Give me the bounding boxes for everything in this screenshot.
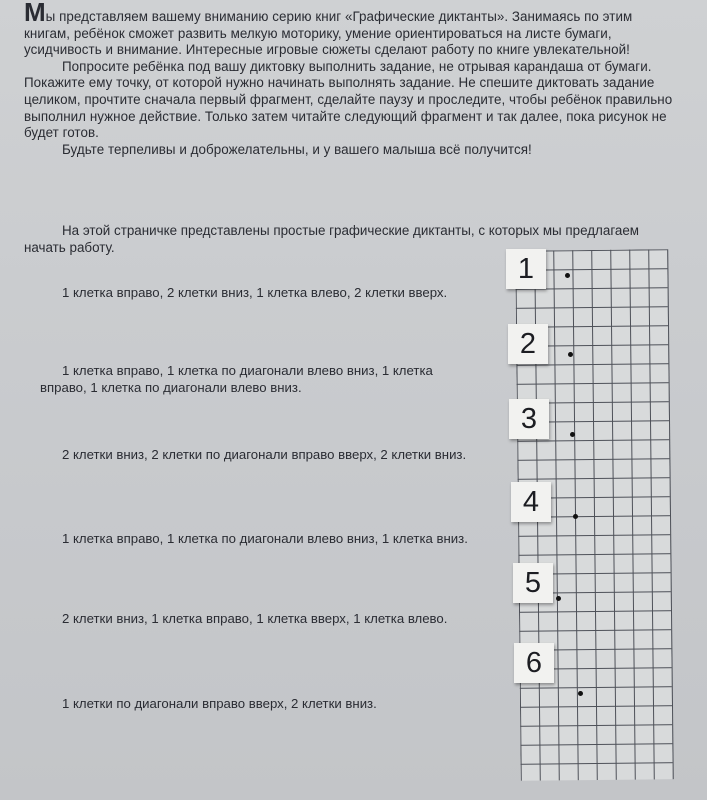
start-point-2 xyxy=(568,352,573,357)
drop-cap: М xyxy=(24,0,46,27)
intro-text xyxy=(24,0,674,158)
task-number-2: 2 xyxy=(508,324,548,364)
task-number-4: 4 xyxy=(511,482,551,522)
start-point-5 xyxy=(556,596,561,601)
task-6-text: 1 клетки по диагонали вправо вверх, 2 клетки вниз. xyxy=(62,696,377,711)
task-2-text: 1 клетка вправо, 1 клетка по диагонали влево вниз, 1 клетка вправо, 1 клетка по диагонали влево вниз. xyxy=(40,363,433,395)
task-4-text: 1 клетка вправо, 1 клетка по диагонали влево вниз, 1 клетка вниз. xyxy=(62,531,468,546)
lead-text: На этой страничке представлены простые графические диктанты, с которых мы предлагаем начать работу. xyxy=(24,223,640,255)
task-3-text: 2 клетки вниз, 2 клетки по диагонали вправо вверх, 2 клетки вниз. xyxy=(62,447,467,462)
start-point-3 xyxy=(570,432,575,437)
task-number-5: 5 xyxy=(513,563,553,603)
intro-paragraph-3: Будьте терпеливы и доброжелательны, и у вашего малыша всё получится! xyxy=(62,141,532,157)
start-point-4 xyxy=(573,514,578,519)
task-number-6: 6 xyxy=(514,643,554,683)
task-number-1: 1 xyxy=(506,249,546,289)
task-number-3: 3 xyxy=(509,399,549,439)
intro-paragraph-1: Мы представляем вашему вниманию серию книг «Графические диктанты». Занимаясь по этим книгам, ребёнок сможет развить мелкую моторику, умение ориентироваться на листе бумаги, усидчивость и внимание. Интересные игровые сюжеты сделают работу по книге увлекательной! xyxy=(24,4,674,59)
task-1-text: 1 клетка вправо, 2 клетки вниз, 1 клетка влево, 2 клетки вверх. xyxy=(62,285,448,300)
start-point-1 xyxy=(565,273,570,278)
intro-paragraph-2: Попросите ребёнка под вашу диктовку выполнить задание, не отрывая карандаша от бумаги. Покажите ему точку, от которой нужно начинать выполнять задание. Не спешите диктовать задание целиком, прочтите сначала первый фрагмент, сделайте паузу и проследите, чтобы ребёнок правильно выполнил нужное действие. Только затем читайте следующий фрагмент и так далее, пока рисунок не будет готов. xyxy=(24,58,673,141)
start-point-6 xyxy=(578,691,583,696)
task-5-text: 2 клетки вниз, 1 клетка вправо, 1 клетка вверх, 1 клетка влево. xyxy=(62,611,448,626)
